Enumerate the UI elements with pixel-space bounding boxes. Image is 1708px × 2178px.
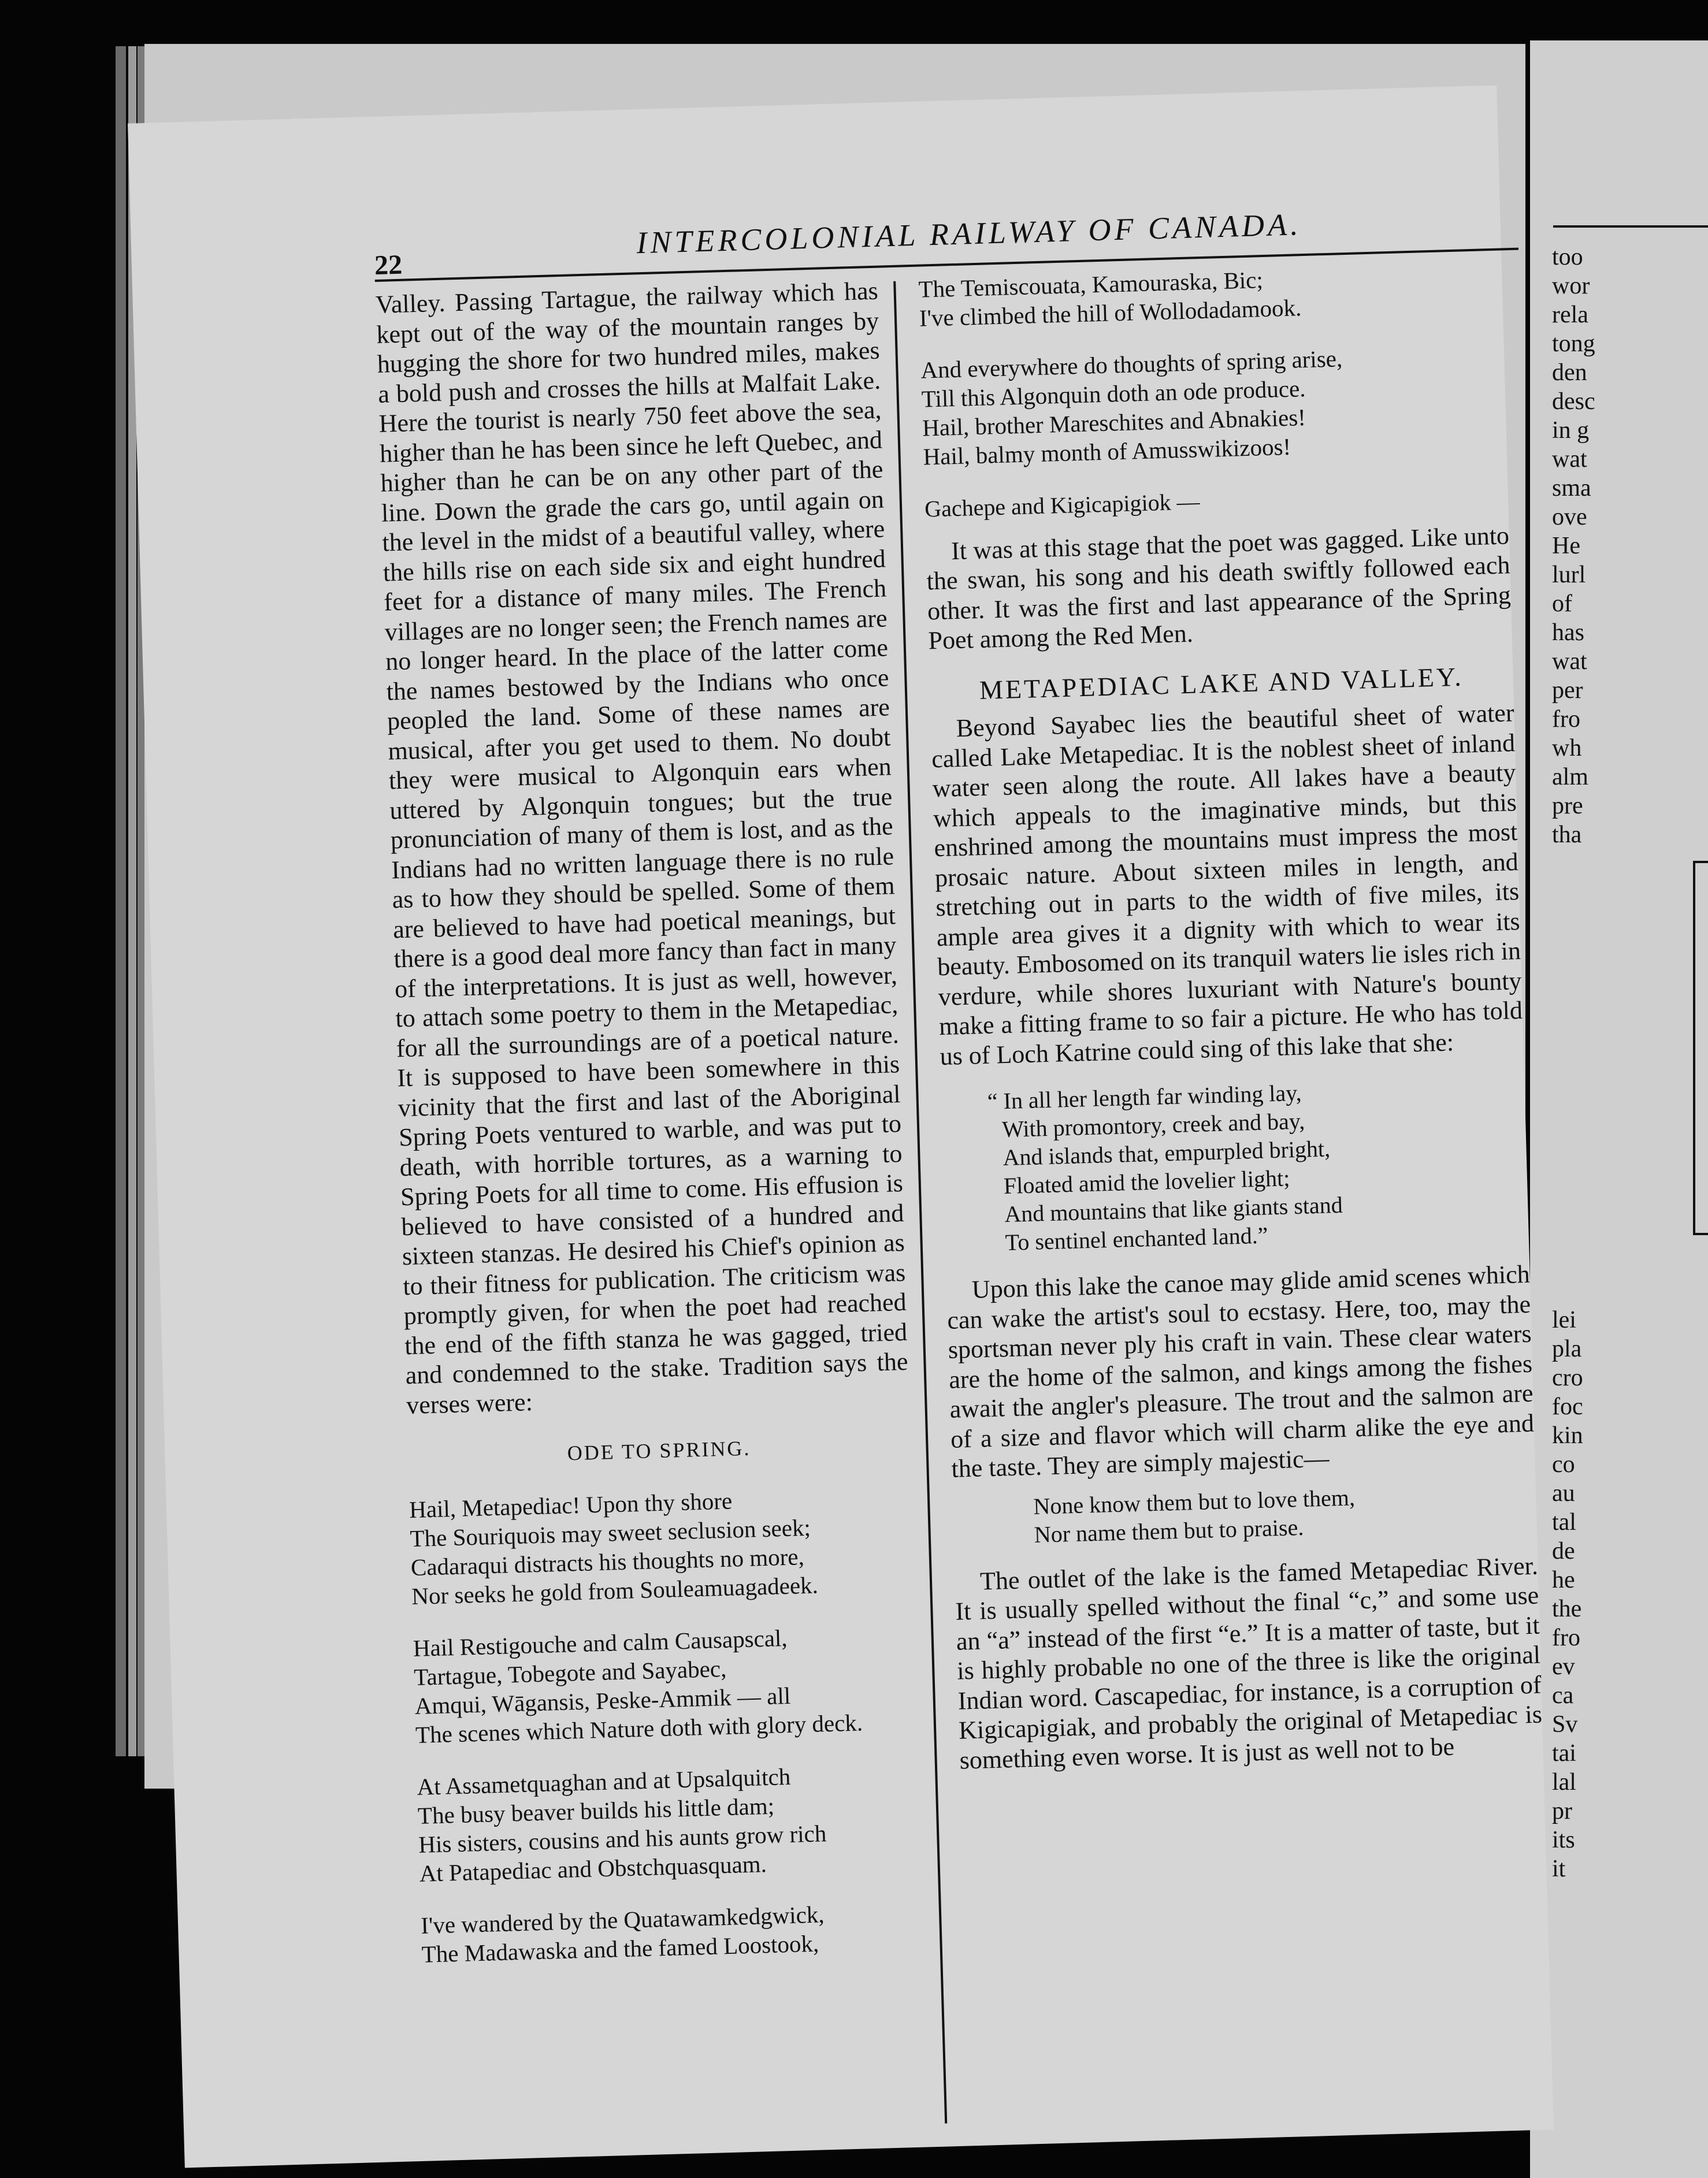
verse-line: Till this Algonquin doth an ode produce. (921, 375, 1306, 412)
text-fragment: rela (1552, 302, 1588, 328)
text-fragment: wh (1552, 735, 1582, 761)
stanza (920, 339, 1507, 471)
left-column (375, 276, 925, 1992)
broken-verse-line: Gachepe and Kigicapigiok — (924, 488, 1201, 522)
text-fragment: wat (1552, 446, 1587, 473)
text-fragment: it (1552, 1856, 1566, 1882)
text-fragment: sma (1552, 475, 1591, 501)
verse-line: Hail, balmy month of Amusswikizoos! (923, 433, 1291, 470)
text-fragment: co (1552, 1451, 1575, 1478)
text-fragment: lurl (1552, 562, 1586, 588)
verse-line: The scenes which Nature doth with glory deck. (415, 1708, 863, 1748)
text-fragment: in g (1552, 417, 1590, 444)
text-fragment: fro (1552, 1625, 1580, 1651)
verse-line: Hail, Metapediac! Upon thy shore (409, 1487, 733, 1523)
quote-line: And islands that, empurpled bright, (1002, 1135, 1331, 1171)
verse-line: Amqui, Wāgansis, Peske-Ammik — all (414, 1682, 791, 1719)
text-fragment: Sv (1552, 1711, 1578, 1738)
text-fragment: au (1552, 1480, 1575, 1507)
text-fragment: per (1552, 677, 1583, 704)
couplet-quote (1033, 1478, 1537, 1548)
verse-line: I've wandered by the Quatawamkedgwick, (420, 1900, 825, 1939)
quote-line: And mountains that like giants stand (1004, 1191, 1343, 1228)
verse-line: His sisters, cousins and his aunts grow rich (418, 1819, 827, 1858)
body-paragraph: The outlet of the lake is the famed Metapediac River. It is usually spelled without the final “c,” and some use an “a” instead of the first “e.” It is a matter of taste, but it is highly probable no one of the three is like the original Indian word. Cascapediac, for instance, is a corruption of Kigicapigiak, and probably the original of Metapediac is something even worse. It is just as well not to be (955, 1551, 1543, 1775)
verse-line: And everywhere do thoughts of spring arise, (920, 345, 1343, 384)
verse-line: The busy beaver builds his little dam; (417, 1792, 775, 1829)
text-fragment: tai (1552, 1740, 1576, 1767)
quote-line: With promontory, creek and bay, (1001, 1107, 1305, 1143)
verse-line: Hail, brother Mareschites and Abnakies! (922, 404, 1306, 441)
quote-line: Floated amid the lovelier light; (1003, 1165, 1290, 1199)
text-fragment: den (1552, 359, 1587, 386)
stanza (918, 258, 1503, 332)
right-column (918, 258, 1543, 1775)
verse-line: At Patapediac and Obstchquasquam. (419, 1850, 767, 1887)
body-paragraph: Beyond Sayabec lies the beautiful sheet of water called Lake Metapediac. It is the noblest sheet of inland water seen along the route. All lakes have a beauty which appeals to the imaginative minds, but this enshrined among the mountains must impress the most prosaic nature. About sixteen miles in length, and stretching out in parts to the width of five miles, its ample area gives it a dignity with which to wear its beauty. Embosomed on its tranquil waters lie isles rich in verdure, while shores luxuriant with Nature's bounty make a fitting frame to so fair a picture. He who has told us of Loch Katrine could sing of this lake that she: (931, 698, 1523, 1071)
text-fragment: wat (1552, 648, 1587, 675)
book-page (128, 86, 1554, 2168)
quote-line: “ In all her length far winding lay, (987, 1079, 1302, 1114)
text-fragment: pr (1552, 1798, 1572, 1824)
verse-line: Hail Restigouche and calm Causapscal, (413, 1624, 788, 1662)
body-paragraph: It was at this stage that the poet was gagged. Like unto the swan, his song and his death swiftly followed each other. It was the first and last appearance of the Spring Poet among the Red Men. (926, 521, 1512, 655)
facing-page-box (1693, 861, 1708, 1235)
quote-line: To sentinel enchanted land.” (1005, 1222, 1268, 1256)
text-fragment: too (1552, 244, 1583, 270)
text-fragment: he (1552, 1567, 1575, 1593)
page-number: 22 (374, 249, 403, 281)
stanza (413, 1619, 918, 1749)
text-fragment: He (1552, 533, 1580, 559)
verse-line: The Madawaska and the famed Loostook, (421, 1930, 819, 1968)
text-fragment: tong (1552, 330, 1595, 357)
facing-page-bottom-column (1552, 1306, 1583, 1883)
text-fragment: tha (1552, 822, 1582, 848)
text-fragment: fro (1552, 706, 1580, 733)
facing-page-rule (1553, 225, 1708, 228)
page-edge (116, 46, 126, 1756)
section-heading: METAPEDIAC LAKE AND VALLEY. (979, 661, 1464, 705)
verse-line: At Assametquaghan and at Upsalquitch (416, 1763, 791, 1800)
text-fragment: de (1552, 1538, 1575, 1564)
text-fragment: ca (1552, 1682, 1574, 1709)
text-fragment: pre (1552, 793, 1583, 819)
stanza (417, 1758, 922, 1887)
text-fragment: tal (1552, 1509, 1576, 1536)
facing-page (1530, 40, 1708, 2178)
text-fragment: desc (1552, 388, 1595, 415)
text-fragment: ove (1552, 504, 1587, 530)
quote-line: Nor name them but to praise. (1034, 1514, 1304, 1548)
verse-line: Tartague, Tobegote and Sayabec, (413, 1655, 727, 1690)
text-fragment: wor (1552, 273, 1590, 299)
text-fragment: has (1552, 619, 1584, 646)
ode-verse (409, 1481, 925, 1968)
text-fragment: cro (1552, 1365, 1583, 1391)
running-head: INTERCOLONIAL RAILWAY OF CANADA. (636, 207, 1302, 261)
text-fragment: ev (1552, 1653, 1575, 1680)
verse-line: Cadaraqui distracts his thoughts no more, (410, 1543, 805, 1581)
verse-line: The Souriquois may sweet seclusion seek; (409, 1514, 811, 1552)
verse-line: Nor seeks he gold from Souleamuagadeek. (411, 1571, 819, 1610)
body-paragraph: Valley. Passing Tartague, the railway which has kept out of the way of the mountain ranges by hugging the shore for two hundred miles, makes a bold push and crosses the hills at Malfait Lake. Here the tourist is nearly 750 feet above the sea, higher than he has been since he left Quebec, and higher than he can be on any other part of the line. Down the grade the cars go, until again on the level in the midst of a beautiful valley, where the hills rise on each side six and eight hundred feet for a distance of many miles. The French villages are no longer seen; the French names are no longer heard. In the place of the latter come the names bestowed by the Indians who once peopled the land. Some of these names are musical, after you get used to them. No doubt they were musical to Algonquin ears when uttered by Algonquin tongues; but the true pronunciation of many of them is lost, and as the Indians had no written language there is no rule as to how they should be spelled. Some of them are believed to have had poetical meanings, but there is a good deal more fancy than fact in many of the interpretations. It is just as well, however, to attach some poetry to them in the Metapediac, for all the surroundings are of a poetical nature. It is supposed to have been somewhere in this vicinity that the first and last of the Aboriginal Spring Poets ventured to warble, and was put to death, with horrible tortures, as a warning to Spring Poets for all time to come. His effusion is believed to have consisted of a hundred and sixteen stanzas. He desired his Chief's opinion as to their fitness for publication. The criticism was promptly given, for when the poet had reached the end of the fifth stanza he was gagged, tried and condemned to the stake. Tradition says the verses were: (375, 276, 909, 1419)
ode-title: ODE TO SPRING. (567, 1436, 751, 1465)
verse-line: The Temiscouata, Kamouraska, Bic; (918, 266, 1264, 303)
text-fragment: kin (1552, 1422, 1583, 1449)
verse-line: I've climbed the hill of Wollodadamook. (919, 294, 1302, 332)
text-fragment: alm (1552, 764, 1588, 790)
block-quote (987, 1072, 1529, 1257)
text-fragment: lal (1552, 1769, 1576, 1796)
text-fragment: lei (1552, 1307, 1576, 1333)
text-fragment: pla (1552, 1336, 1582, 1362)
stanza (421, 1897, 924, 1968)
text-fragment: the (1552, 1596, 1582, 1622)
ode-verse-continued (918, 258, 1507, 471)
body-paragraph: Upon this lake the canoe may glide amid scenes which can wake the artist's soul to ecstasy. Here, too, may the sportsman never ply his craft in vain. These clear waters are the home of the salmon, and kings among the fishes await the angler's pleasure. The trout and the salmon are of a size and flavor which will charm alike the eye and the taste. They are simply majestic— (946, 1259, 1535, 1483)
quote-line: None know them but to love them, (1033, 1484, 1356, 1519)
text-fragment: its (1552, 1827, 1575, 1853)
text-fragment: foc (1552, 1393, 1583, 1420)
facing-page-top-column (1552, 243, 1595, 849)
text-fragment: of (1552, 590, 1572, 617)
stanza (409, 1481, 915, 1610)
